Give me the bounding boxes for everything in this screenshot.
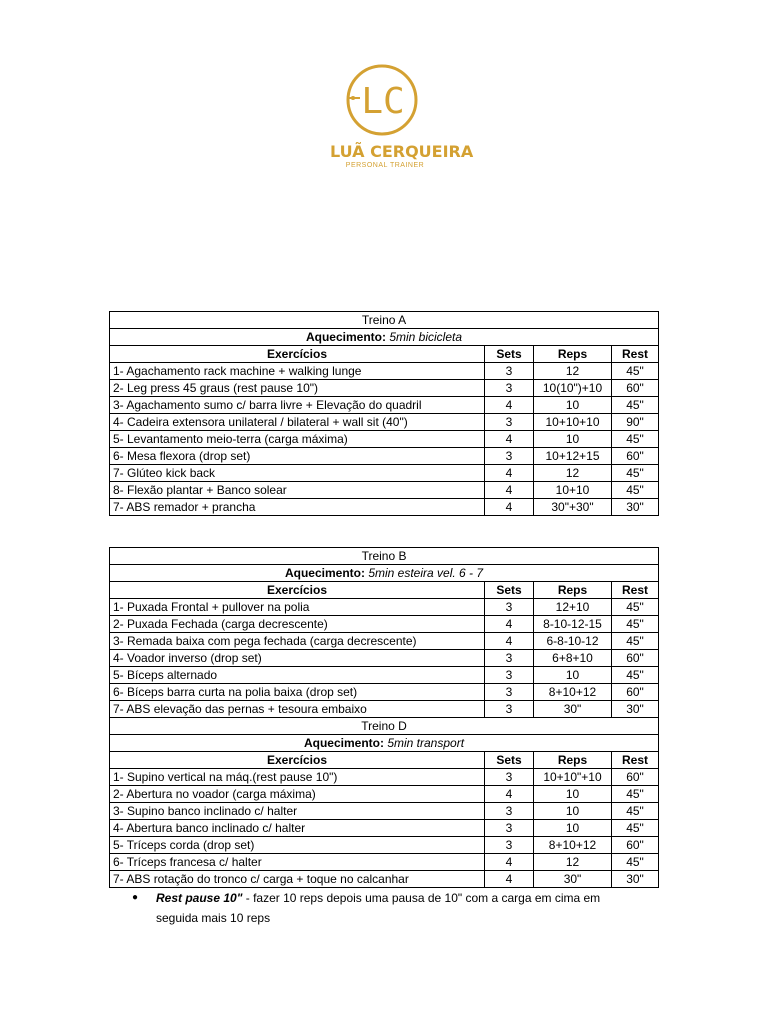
rest-cell: 30": [612, 871, 659, 888]
table-title: Treino D: [110, 718, 659, 735]
rest-cell: 30": [612, 499, 659, 516]
exercise-cell: 4- Abertura banco inclinado c/ halter: [110, 820, 485, 837]
table-row: [110, 599, 659, 616]
sets-cell: 4: [485, 499, 534, 516]
exercise-cell: 3- Agachamento sumo c/ barra livre + Elevação do quadril: [110, 397, 485, 414]
table-row: [110, 769, 659, 786]
rest-cell: 45": [612, 803, 659, 820]
reps-cell: 10(10")+10: [534, 380, 612, 397]
header-sets: Sets: [485, 752, 534, 769]
sets-cell: 4: [485, 854, 534, 871]
exercise-cell: 2- Leg press 45 graus (rest pause 10"): [110, 380, 485, 397]
sets-cell: 4: [485, 397, 534, 414]
header-exercises: Exercícios: [110, 752, 485, 769]
table-row: [110, 667, 659, 684]
reps-cell: 12+10: [534, 599, 612, 616]
header-sets: Sets: [485, 582, 534, 599]
sets-cell: 3: [485, 448, 534, 465]
table-row: [110, 786, 659, 803]
reps-cell: 10+10"+10: [534, 769, 612, 786]
reps-cell: 10: [534, 820, 612, 837]
table-row: [110, 397, 659, 414]
rest-cell: 60": [612, 769, 659, 786]
sets-cell: 4: [485, 616, 534, 633]
sets-cell: 3: [485, 769, 534, 786]
header-exercises: Exercícios: [110, 346, 485, 363]
sets-cell: 4: [485, 786, 534, 803]
table-row: [110, 414, 659, 431]
sets-cell: 3: [485, 599, 534, 616]
reps-cell: 30": [534, 701, 612, 718]
rest-cell: 30": [612, 701, 659, 718]
sets-cell: 3: [485, 667, 534, 684]
reps-cell: 30"+30": [534, 499, 612, 516]
reps-cell: 12: [534, 363, 612, 380]
reps-cell: 8+10+12: [534, 684, 612, 701]
exercise-cell: 1- Agachamento rack machine + walking lunge: [110, 363, 485, 380]
exercise-cell: 7- ABS elevação das pernas + tesoura embaixo: [110, 701, 485, 718]
rest-cell: 60": [612, 837, 659, 854]
rest-cell: 60": [612, 380, 659, 397]
table-row: [110, 854, 659, 871]
reps-cell: 10+10: [534, 482, 612, 499]
table-row: [110, 701, 659, 718]
sets-cell: 3: [485, 803, 534, 820]
workout-table-b: [109, 547, 659, 718]
reps-cell: 12: [534, 465, 612, 482]
sets-cell: 4: [485, 431, 534, 448]
exercise-cell: 6- Tríceps francesa c/ halter: [110, 854, 485, 871]
rest-cell: 45": [612, 397, 659, 414]
table-row: [110, 837, 659, 854]
rest-cell: 45": [612, 482, 659, 499]
bullet-icon: ●: [132, 892, 139, 903]
exercise-cell: 4- Cadeira extensora unilateral / bilateral + wall sit (40"): [110, 414, 485, 431]
header-rest: Rest: [612, 346, 659, 363]
svg-text:LC: LC: [361, 81, 405, 122]
sets-cell: 4: [485, 871, 534, 888]
exercise-cell: 6- Bíceps barra curta na polia baixa (drop set): [110, 684, 485, 701]
reps-cell: 10: [534, 431, 612, 448]
rest-cell: 45": [612, 667, 659, 684]
table-title: Treino B: [110, 548, 659, 565]
brand-subtitle: PERSONAL TRAINER: [345, 162, 425, 169]
table-row: [110, 482, 659, 499]
exercise-cell: 3- Supino banco inclinado c/ halter: [110, 803, 485, 820]
exercise-cell: 2- Puxada Fechada (carga decrescente): [110, 616, 485, 633]
table-row: [110, 499, 659, 516]
rest-cell: 45": [612, 633, 659, 650]
sets-cell: 4: [485, 482, 534, 499]
rest-cell: 90": [612, 414, 659, 431]
table-title: Treino A: [110, 312, 659, 329]
header-sets: Sets: [485, 346, 534, 363]
table-row: [110, 380, 659, 397]
note-text: Rest pause 10" - fazer 10 reps depois uma pausa de 10" com a carga em cima em seguida mais 10 reps: [156, 891, 601, 925]
exercise-cell: 2- Abertura no voador (carga máxima): [110, 786, 485, 803]
exercise-cell: 1- Supino vertical na máq.(rest pause 10"): [110, 769, 485, 786]
exercise-cell: 6- Mesa flexora (drop set): [110, 448, 485, 465]
rest-cell: 45": [612, 431, 659, 448]
header-reps: Reps: [534, 752, 612, 769]
header-row: [110, 752, 659, 769]
exercise-cell: 7- ABS remador + prancha: [110, 499, 485, 516]
rest-cell: 45": [612, 616, 659, 633]
workout-table-d: [109, 717, 659, 888]
table-row: [110, 431, 659, 448]
reps-cell: 6+8+10: [534, 650, 612, 667]
sets-cell: 3: [485, 820, 534, 837]
reps-cell: 6-8-10-12: [534, 633, 612, 650]
rest-cell: 45": [612, 363, 659, 380]
header-exercises: Exercícios: [110, 582, 485, 599]
table-row: [110, 803, 659, 820]
table-row: [110, 633, 659, 650]
header-row: [110, 346, 659, 363]
lc-monogram-icon: [344, 62, 420, 138]
table-row: [110, 684, 659, 701]
exercise-cell: 5- Bíceps alternado: [110, 667, 485, 684]
reps-cell: 8+10+12: [534, 837, 612, 854]
rest-cell: 45": [612, 786, 659, 803]
exercise-cell: 8- Flexão plantar + Banco solear: [110, 482, 485, 499]
reps-cell: 10: [534, 786, 612, 803]
sets-cell: 3: [485, 380, 534, 397]
rest-cell: 45": [612, 465, 659, 482]
brand-logo: [330, 62, 474, 182]
header-rest: Rest: [612, 752, 659, 769]
reps-cell: 30": [534, 871, 612, 888]
table-row: [110, 363, 659, 380]
exercise-cell: 1- Puxada Frontal + pullover na polia: [110, 599, 485, 616]
exercise-cell: 4- Voador inverso (drop set): [110, 650, 485, 667]
table-row: [110, 820, 659, 837]
header-reps: Reps: [534, 582, 612, 599]
rest-cell: 60": [612, 684, 659, 701]
workout-table-a: [109, 311, 659, 516]
rest-cell: 60": [612, 448, 659, 465]
rest-cell: 45": [612, 820, 659, 837]
rest-cell: 60": [612, 650, 659, 667]
table-row: [110, 465, 659, 482]
sets-cell: 4: [485, 465, 534, 482]
exercise-cell: 3- Remada baixa com pega fechada (carga decrescente): [110, 633, 485, 650]
reps-cell: 8-10-12-15: [534, 616, 612, 633]
reps-cell: 10+10+10: [534, 414, 612, 431]
exercise-cell: 7- ABS rotação do tronco c/ carga + toque no calcanhar: [110, 871, 485, 888]
table-row: [110, 616, 659, 633]
warmup-row: Aquecimento: 5min bicicleta: [110, 329, 659, 346]
sets-cell: 3: [485, 414, 534, 431]
sets-cell: 3: [485, 684, 534, 701]
exercise-cell: 5- Tríceps corda (drop set): [110, 837, 485, 854]
warmup-row: Aquecimento: 5min esteira vel. 6 - 7: [110, 565, 659, 582]
table-row: [110, 448, 659, 465]
header-reps: Reps: [534, 346, 612, 363]
warmup-row: Aquecimento: 5min transport: [110, 735, 659, 752]
sets-cell: 3: [485, 363, 534, 380]
brand-name: LUÃ CERQUEIRA: [330, 142, 474, 161]
header-row: [110, 582, 659, 599]
header-rest: Rest: [612, 582, 659, 599]
sets-cell: 4: [485, 633, 534, 650]
reps-cell: 12: [534, 854, 612, 871]
reps-cell: 10: [534, 667, 612, 684]
sets-cell: 3: [485, 701, 534, 718]
reps-cell: 10: [534, 397, 612, 414]
sets-cell: 3: [485, 650, 534, 667]
exercise-cell: 5- Levantamento meio-terra (carga máxima): [110, 431, 485, 448]
rest-cell: 45": [612, 854, 659, 871]
rest-cell: 45": [612, 599, 659, 616]
table-row: [110, 871, 659, 888]
sets-cell: 3: [485, 837, 534, 854]
reps-cell: 10+12+15: [534, 448, 612, 465]
reps-cell: 10: [534, 803, 612, 820]
table-row: [110, 650, 659, 667]
exercise-cell: 7- Glúteo kick back: [110, 465, 485, 482]
